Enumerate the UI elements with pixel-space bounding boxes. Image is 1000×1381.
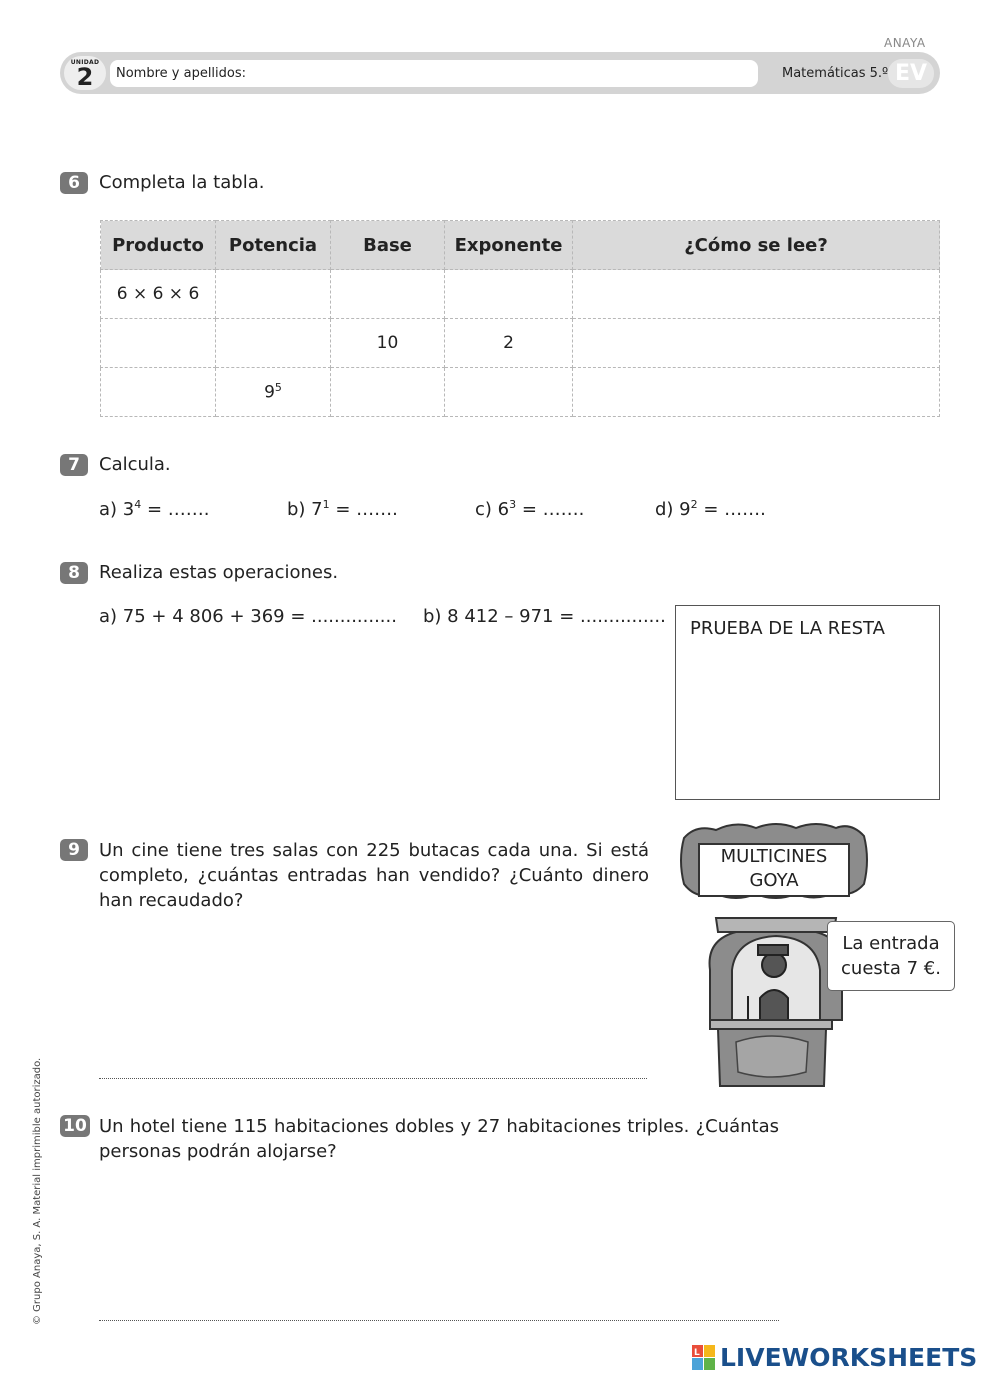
- answer-cell[interactable]: [445, 368, 573, 417]
- subject-label: Matemáticas 5.º: [782, 66, 889, 81]
- power-cell: [216, 368, 331, 417]
- answer-cell[interactable]: [101, 368, 216, 417]
- exercise-statement: Completa la tabla.: [99, 172, 265, 193]
- power-base: 9: [264, 382, 275, 403]
- table-header: ¿Cómo se lee?: [573, 221, 940, 270]
- unit-badge: [64, 56, 106, 90]
- answer-cell[interactable]: [331, 270, 445, 319]
- table-row: [101, 270, 940, 319]
- exercise-number: 6: [60, 172, 88, 194]
- speech-bubble: [827, 921, 955, 991]
- logo-letter: L: [694, 1348, 700, 1358]
- exercise-number: 10: [60, 1115, 90, 1137]
- exercise-number: 7: [60, 454, 88, 476]
- answer-cell[interactable]: [573, 368, 940, 417]
- problem-text: Un hotel tiene 115 habitaciones dobles y 27 habitaciones triples. ¿Cuántas personas podrán alojarse?: [99, 1116, 779, 1162]
- answer-line[interactable]: [99, 1320, 779, 1321]
- cinema-sign: [698, 843, 850, 897]
- operation-b[interactable]: b) 8 412 – 971 = ...............: [423, 606, 666, 627]
- table-header: Exponente: [445, 221, 573, 270]
- unit-label: UNIDAD: [70, 59, 100, 66]
- sign-line: GOYA: [749, 870, 799, 891]
- unit-number: 2: [76, 63, 94, 91]
- product-cell: 6 × 6 × 6: [101, 270, 216, 319]
- calc-item-b[interactable]: b) $7^1$ = …….: [287, 498, 398, 520]
- name-field[interactable]: Nombre y apellidos:: [110, 60, 758, 87]
- bubble-line: cuesta 7 €.: [841, 958, 941, 979]
- operation-a[interactable]: a) 75 + 4 806 + 369 = ...............: [99, 606, 397, 627]
- answer-cell[interactable]: [573, 270, 940, 319]
- calc-item-c[interactable]: c) $6^3$ = …….: [475, 498, 585, 520]
- calc-item-d[interactable]: d) $9^2$ = …….: [655, 498, 766, 520]
- proof-box[interactable]: [675, 605, 940, 800]
- table-header: Potencia: [216, 221, 331, 270]
- answer-cell[interactable]: [445, 270, 573, 319]
- publisher-logo: ANAYA: [884, 36, 926, 50]
- table-header-row: [101, 221, 940, 270]
- liveworksheets-wordmark: LIVEWORKSHEETS: [720, 1343, 978, 1372]
- answer-line[interactable]: [99, 1078, 647, 1079]
- calc-item-a[interactable]: a) $3^4$ = …….: [99, 498, 210, 520]
- power-exponent: 5: [274, 381, 282, 395]
- ev-badge: EV: [888, 59, 934, 88]
- answer-cell[interactable]: [101, 319, 216, 368]
- powers-table: [100, 220, 940, 417]
- sign-line: MULTICINES: [720, 846, 828, 867]
- exercise-statement: Realiza estas operaciones.: [99, 562, 339, 583]
- answer-cell[interactable]: [331, 368, 445, 417]
- copyright-notice: © Grupo Anaya, S. A. Material imprimible autorizado.: [32, 1057, 43, 1325]
- bubble-line: La entrada: [842, 933, 940, 954]
- exercise-statement: Calcula.: [99, 454, 171, 475]
- base-cell: 10: [331, 319, 445, 368]
- table-row: [101, 368, 940, 417]
- answer-cell[interactable]: [216, 270, 331, 319]
- answer-cell[interactable]: [573, 319, 940, 368]
- liveworksheets-icon: [692, 1345, 716, 1371]
- proof-title: PRUEBA DE LA RESTA: [690, 618, 885, 639]
- table-header: Base: [331, 221, 445, 270]
- problem-text: Un cine tiene tres salas con 225 butacas cada una. Si está completo, ¿cuántas entradas han vendido? ¿Cuánto dinero han recaudado?: [99, 840, 649, 911]
- table-row: [101, 319, 940, 368]
- exercise-number: 9: [60, 839, 88, 861]
- exercise-number: 8: [60, 562, 88, 584]
- exponent-cell: 2: [445, 319, 573, 368]
- answer-cell[interactable]: [216, 319, 331, 368]
- table-header: Producto: [101, 221, 216, 270]
